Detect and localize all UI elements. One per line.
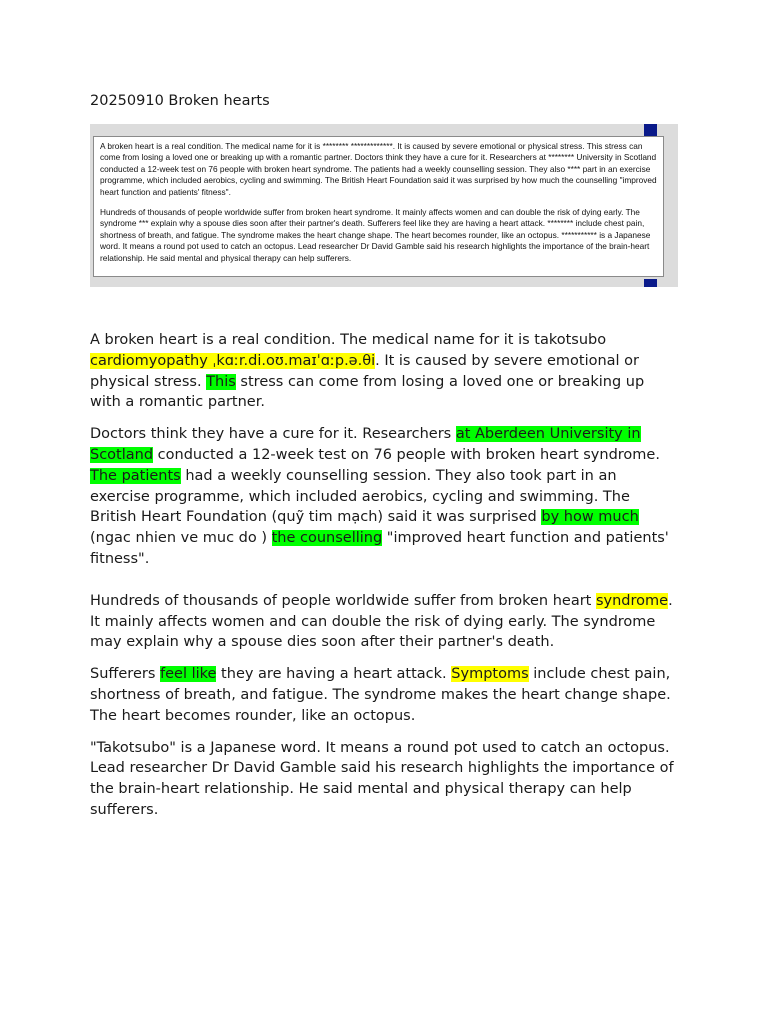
paragraph-1	[90, 330, 678, 413]
text-run: A broken heart is a real condition. The medical name for it is takotsubo	[90, 332, 607, 348]
text-run: had a weekly counselling session. They also took part in an exercise programme, which included aerobics, cycling and swimming. The British Heart Foundation (quỹ tim mạch) said it was surprised	[90, 467, 630, 526]
embedded-screenshot	[90, 124, 678, 287]
text-run: they are having a heart attack.	[216, 666, 452, 683]
text-run: Hundreds of thousands of people worldwide suffer from broken heart	[90, 592, 596, 609]
document-body	[90, 330, 678, 821]
scrollbar-bottom-icon	[644, 279, 657, 287]
text-run: Sufferers	[90, 666, 160, 683]
paragraph-5	[90, 738, 678, 821]
text-run: "Takotsubo" is a Japanese word. It means a round pot used to catch an octopus. Lead researcher Dr David Gamble said his research highlights the importance of the brain-heart relationship. He said mental and physical therapy can help sufferers.	[90, 739, 674, 818]
text-run: Doctors think they have a cure for it. Researchers	[90, 426, 456, 443]
paragraph-2	[90, 424, 678, 570]
text-run: include chest pain, shortness of breath, and fatigue. The syndrome makes the heart change shape. The heart becomes rounder, like an octopus.	[90, 666, 671, 724]
highlight-green: The patients	[90, 467, 181, 484]
highlight-yellow: cardiomyopathy ˌkɑːr.di.oʊ.maɪˈɑːp.ə.θi	[90, 352, 376, 369]
text-run: . It is caused by severe emotional or physical stress.	[90, 352, 640, 390]
highlight-yellow: Symptoms	[451, 666, 529, 683]
highlight-green: feel like	[160, 666, 217, 683]
screenshot-text-area	[93, 136, 664, 277]
text-run: stress can come from losing a loved one or breaking up with a romantic partner.	[90, 373, 645, 411]
text-run: (ngac nhien ve muc do )	[90, 530, 272, 547]
highlight-green: This	[206, 373, 236, 390]
scrollbar-top-icon	[644, 124, 657, 136]
screenshot-paragraph-1: A broken heart is a real condition. The medical name for it is ******** *************. It is caused by severe emotional or physical stress. This stress can come from losing a loved one or breaking up with a romantic partner. Doctors think they have a cure for it. Researchers at ******** University in Scotland conducted a 12-week test on 76 people with broken heart syndrome. The patients had a weekly counselling session. They also **** part in an exercise programme, which included aerobics, cycling and swimming. The British Heart Foundation said it was surprised by how much the counselling "improved heart function and patients' fitness".	[100, 141, 657, 197]
screenshot-paragraph-2: Hundreds of thousands of people worldwide suffer from broken heart syndrome. It mainly affects women and can double the risk of dying early. The syndrome *** explain why a spouse dies soon after their partner's death. Sufferers feel like they are having a heart attack. ******** include chest pain, shortness of breath, and fatigue. The syndrome makes the heart change shape. The heart becomes rounder, like an octopus. *********** is a Japanese word. It means a round pot used to catch an octopus. Lead researcher Dr David Gamble said his research highlights the importance of the brain-heart relationship. He said mental and physical therapy can help sufferers.	[100, 207, 651, 263]
highlight-green: by how much	[541, 509, 639, 526]
text-run: . It mainly affects women and can double the risk of dying early. The syndrome may explain why a spouse dies soon after their partner's death.	[90, 592, 673, 651]
highlight-green: at Aberdeen University in Scotland	[90, 426, 641, 463]
text-run: conducted a 12-week test on 76 people with broken heart syndrome.	[153, 446, 660, 463]
text-run: "improved heart function and patients' fitness".	[90, 530, 669, 567]
document-title: 20250910 Broken hearts	[90, 93, 270, 109]
highlight-yellow: syndrome	[595, 592, 669, 609]
highlight-green: the counselling	[271, 530, 383, 547]
paragraph-4	[90, 664, 678, 726]
paragraph-3	[90, 591, 678, 653]
